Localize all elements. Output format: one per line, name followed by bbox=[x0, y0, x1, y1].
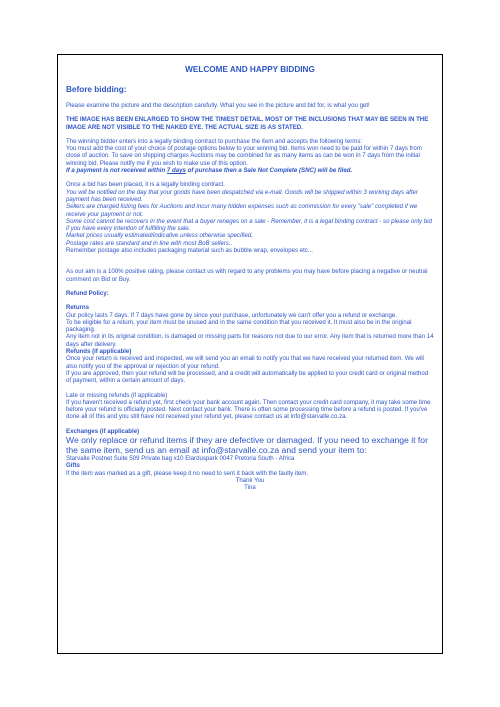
sellers-line: Sellers are charged listing fees for Auctions and incur many hidden expenses such as commission for every "sale" completed if we receive your payment or not. bbox=[66, 203, 418, 218]
refund-policy-heading: Refund Policy: bbox=[66, 289, 109, 297]
payment-warning-post: of purchase then a Sale Not Complete (SNC) will be filed. bbox=[185, 167, 353, 175]
gifts-text: If the item was marked as a gift, please keep it no need to sent it back with the faulty item. bbox=[66, 469, 309, 477]
page-title: WELCOME AND HAPPY BIDDING bbox=[185, 65, 315, 74]
payment-warning bbox=[66, 167, 434, 174]
market-line: Market prices usually estimated/indicative unless otherwise specified, bbox=[66, 232, 253, 240]
refunds-text-1: Once your return is received and inspected, we will send you an email to notify you that we have received your returned item. We will also notify you of the approval or rejection of your refund. bbox=[66, 355, 424, 370]
rating-line: As our aim is a 100% positive rating, please contact us with regard to any problems you may have before placing a negative or neutral comment on Bid or Buy. bbox=[66, 268, 428, 283]
before-bidding-heading: Before bidding: bbox=[66, 85, 127, 94]
refunds-heading: Refunds (if applicable) bbox=[66, 348, 132, 356]
signature: Tina bbox=[244, 484, 256, 492]
intro-text: Please examine the picture and the description carefully. What you see in the picture and bid for, is what you get! bbox=[66, 102, 370, 109]
refunds-text-2: If you are approved, then your refund will be processed, and a credit will automatically be applied to your credit card or original method of payment, within a certain amount of days. bbox=[66, 369, 429, 385]
thanks-line: Thank You bbox=[235, 476, 265, 484]
exchanges-heading: Exchanges (if applicable) bbox=[66, 427, 140, 435]
eligible-text: To be eligible for a return, your item must be unused and in the same condition that you received it. It must also be in the original packaging. bbox=[66, 318, 412, 334]
returns-text: Our policy lasts 7 days. If 7 days have gone by since your purchase, unfortunately we can't offer you a refund or exchange. bbox=[66, 311, 397, 319]
late-refunds-heading: Late or missing refunds (if applicable) bbox=[66, 391, 168, 399]
policy-box bbox=[57, 54, 443, 654]
enlarged-notice: THE IMAGE HAS BEEN ENLARGED TO SHOW THE TINIEST DETAIL. MOST OF THE INCLUSIONS THAT MAY BE SEEN IN THE IMAGE ARE NOT VISIBLE TO THE NAKED EYE. THE ACTUAL SIZE IS AS STATED. bbox=[66, 116, 429, 131]
recover-line: Some cost cannot be recovers in the event that a buyer reneges on a sale - Remember, it is a legal binding contract - so please only bid if you have every intention of fulfilling the sale. bbox=[66, 217, 432, 233]
payment-warning-pre: If a payment is not received within bbox=[66, 167, 167, 175]
remember-line: Remember postage also includes packaging material such as bubble wrap, envelopes etc... bbox=[66, 247, 313, 255]
terms-intro: The winning bidder enters into a legally binding contract to purchase the item and accepts the following terms: bbox=[66, 137, 363, 145]
late-refunds-text: If you haven't received a refund yet, first check your bank account again. Then contact your credit card company, it may take some time before your refund is officially posted. Next contact your bank. There is often some processing time before a refund is posted. If you've done all of this and you still have not received your refund yet, please contact us at info@starvalle.co.za. bbox=[66, 398, 431, 421]
contract-line: Once a bid has been placed, it is a legally binding contract. bbox=[66, 181, 225, 189]
payment-warning-days: 7 days bbox=[166, 167, 186, 175]
postage-rates-line: Postage rates are standard and in line with most BoB sellers.. bbox=[66, 239, 233, 247]
exchanges-text: We only replace or refund items if they are defective or damaged. If you need to exchange it for the same item, send us an email at info@starvalle.co.za and send your item to: bbox=[66, 434, 428, 455]
gifts-heading: Gifts bbox=[66, 462, 80, 470]
not-original-text: Any item not in its original condition, is damaged or missing parts for reasons not due to our error. Any item that is returned more than 14 days after delivery. bbox=[66, 333, 434, 348]
returns-heading: Returns bbox=[66, 304, 90, 312]
postage-terms: You must add the cost of your choice of postage options below to your winning bid. Items won need to be paid for within 7 days from close of auction. To save on shipping charges Auctions may be combined for as many items as can be won in 7 days from the initial winning bid. Please notify me if you wish to make use of this option. bbox=[66, 145, 422, 167]
notify-line: You will be notified on the day that your goods have been despatched via e-mail. Goods will be shipped within 3 working days after payment has been received. bbox=[66, 188, 418, 203]
address-line: Starvalle Postnet Suite 509 Private bag x10 Elarduspark 0047 Pretoria South - Africa bbox=[66, 454, 295, 462]
